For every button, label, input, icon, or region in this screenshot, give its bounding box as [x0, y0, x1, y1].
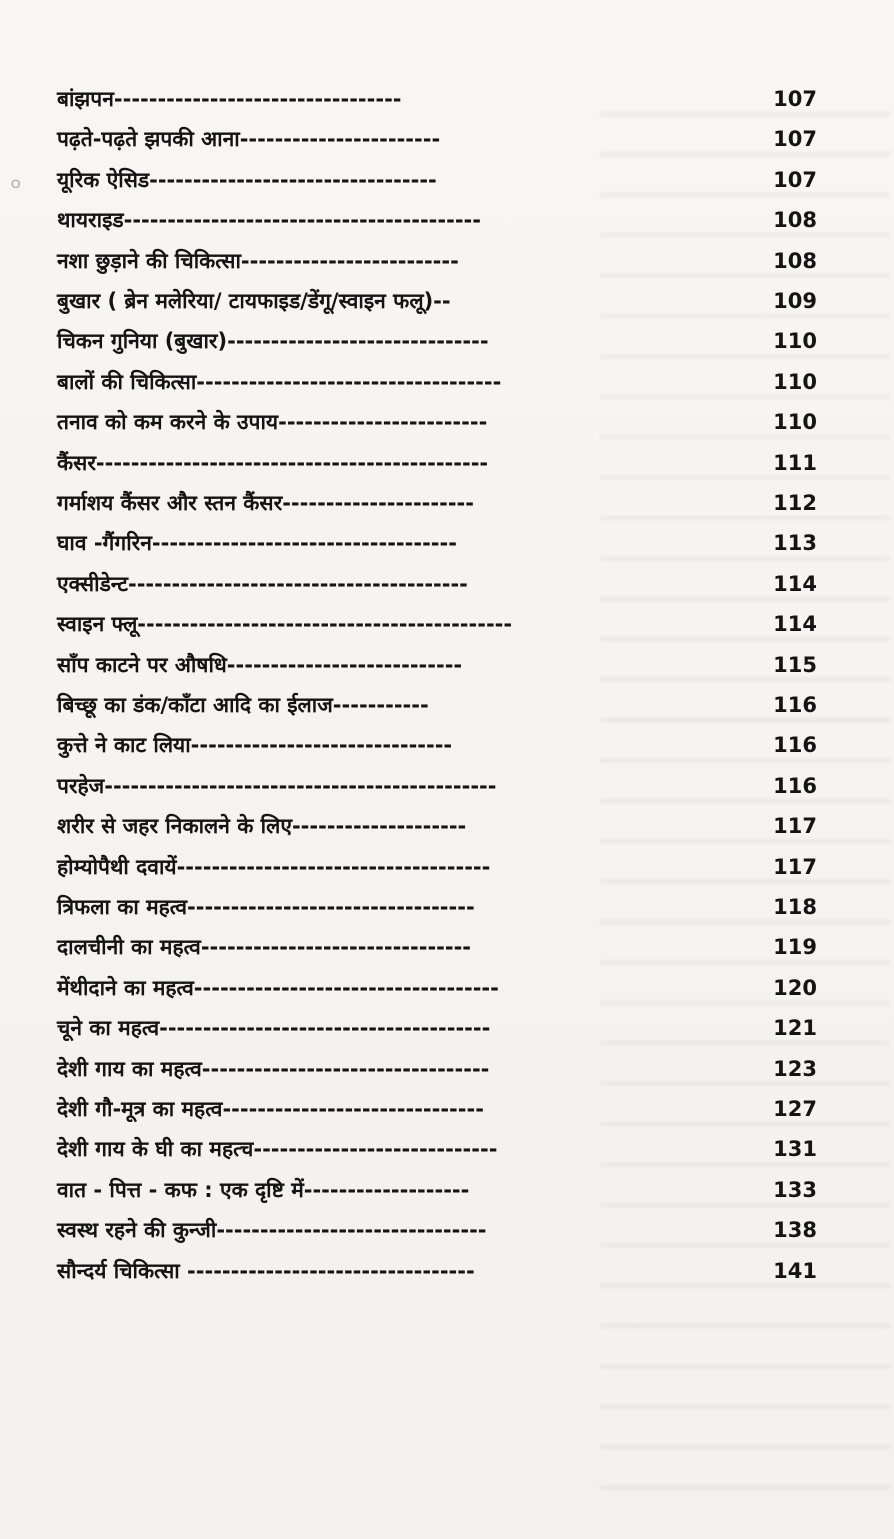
- toc-entry: [57, 165, 817, 201]
- toc-entry-page-number: 114: [773, 612, 817, 637]
- toc-entry-page-number: 123: [773, 1056, 817, 1081]
- toc-entry-title: कुत्ते ने काट लिया------------------------------: [57, 733, 453, 758]
- toc-entry-page-number: 131: [773, 1137, 817, 1162]
- toc-entry-title: बालों की चिकित्सा-----------------------------------: [57, 369, 502, 394]
- toc-entry-page-number: 111: [773, 450, 817, 475]
- toc-entry: [57, 811, 817, 847]
- toc-entry: [57, 650, 817, 686]
- toc-entry-title: देशी गाय का महत्व---------------------------------: [57, 1056, 490, 1081]
- toc-entry: [57, 205, 817, 241]
- toc-entry: [57, 84, 817, 120]
- toc-entry-title: घाव -गैंगरिन-----------------------------------: [57, 531, 457, 556]
- toc-entry-page-number: 110: [773, 369, 817, 394]
- toc-entry: [57, 1175, 817, 1211]
- toc-entry-page-number: 117: [773, 854, 817, 879]
- toc-entry-page-number: 118: [773, 895, 817, 919]
- toc-entry: [57, 690, 817, 726]
- toc-entry-page-number: 112: [773, 491, 817, 515]
- toc-entry-page-number: 115: [773, 652, 817, 677]
- toc-entry-page-number: 107: [773, 167, 817, 192]
- toc-entry-title: पढ़ते-पढ़ते झपकी आना-----------------------: [57, 127, 441, 152]
- toc-entry-page-number: 107: [773, 127, 817, 152]
- toc-entry: [57, 892, 817, 928]
- toc-entry-page-number: 110: [773, 329, 817, 354]
- toc-entry: [57, 1094, 817, 1130]
- toc-entry: [57, 569, 817, 605]
- toc-entry-title: वात - पित्त - कफ : एक दृष्टि में-------------------: [57, 1177, 470, 1202]
- toc-entry: [57, 367, 817, 403]
- toc-entry-page-number: 108: [773, 248, 817, 273]
- toc-entry: [57, 771, 817, 807]
- toc-entry-page-number: 117: [773, 814, 817, 839]
- toc-entry-page-number: 121: [773, 1016, 817, 1041]
- toc-entry-page-number: 116: [773, 773, 817, 798]
- toc-entry-title: चूने का महत्व--------------------------------------: [57, 1016, 491, 1041]
- toc-entry-page-number: 116: [773, 693, 817, 717]
- toc-entry: [57, 246, 817, 282]
- toc-entry-page-number: 120: [773, 975, 817, 1000]
- toc-entry: [57, 528, 817, 564]
- toc-entry-title: सौन्दर्य चिकित्सा ---------------------------------: [57, 1258, 475, 1283]
- toc-entry: [57, 1013, 817, 1049]
- toc-entry-page-number: 109: [773, 289, 817, 313]
- toc-entry-title: यूरिक ऐसिड---------------------------------: [57, 167, 437, 192]
- toc-entry: [57, 124, 817, 160]
- toc-entry-title: स्वाइन फ्लू-------------------------------------------: [57, 612, 513, 637]
- toc-entry: [57, 326, 817, 362]
- toc-entry: [57, 1054, 817, 1090]
- toc-entry-title: बिच्छू का डंक/काँटा आदि का ईलाज-----------: [57, 693, 429, 717]
- toc-entry-title: तनाव को कम करने के उपाय------------------------: [57, 410, 488, 435]
- toc-entry: [57, 448, 817, 484]
- toc-entry-page-number: 113: [773, 531, 817, 556]
- toc-entry: [57, 1215, 817, 1251]
- toc-entry-title: कैंसर---------------------------------------------: [57, 450, 489, 475]
- toc-entry-title: थायराइड-----------------------------------------: [57, 208, 481, 233]
- toc-entry-page-number: 138: [773, 1218, 817, 1243]
- toc-entry-page-number: 116: [773, 733, 817, 758]
- toc-entry-page-number: 110: [773, 410, 817, 435]
- toc-entry-title: एक्सीडेन्ट---------------------------------------: [57, 571, 468, 596]
- toc-entry-title: होम्योपैथी दवायें------------------------------------: [57, 854, 491, 879]
- page-mark: ०: [10, 172, 22, 197]
- toc-entry: [57, 852, 817, 888]
- toc-entry: [57, 973, 817, 1009]
- toc-entry-title: चिकन गुनिया (बुखार)------------------------------: [57, 329, 489, 354]
- toc-entry: [57, 286, 817, 322]
- toc-entry-title: दालचीनी का महत्व-------------------------------: [57, 935, 472, 960]
- toc-entry: [57, 1134, 817, 1170]
- toc-entry-title: देशी गौ-मूत्र का महत्व------------------------------: [57, 1097, 484, 1121]
- toc-entry-page-number: 133: [773, 1177, 817, 1202]
- toc-entry-page-number: 141: [773, 1258, 817, 1283]
- toc-entry-title: साँप काटने पर औषधि---------------------------: [57, 652, 463, 677]
- toc-entry: [57, 1256, 817, 1292]
- toc-entry: [57, 609, 817, 645]
- toc-entry-title: गर्माशय कैंसर और स्तन कैंसर----------------------: [57, 491, 474, 515]
- toc-entry-title: नशा छुड़ाने की चिकित्सा-------------------------: [57, 248, 459, 273]
- toc-entry-page-number: 114: [773, 571, 817, 596]
- toc-entry-page-number: 119: [773, 935, 817, 960]
- toc-entry-title: परहेज---------------------------------------------: [57, 773, 497, 798]
- toc-entry-title: बांझपन---------------------------------: [57, 87, 402, 111]
- toc-entry: [57, 407, 817, 443]
- toc-entry-title: त्रिफला का महत्व---------------------------------: [57, 895, 475, 919]
- toc-entry-page-number: 107: [773, 87, 817, 111]
- toc-entry-title: मेंथीदाने का महत्व-----------------------------------: [57, 975, 499, 1000]
- toc-entry-title: बुखार ( ब्रेन मलेरिया/ टायफाइड/डेंगू/स्वाइन फलू)--: [57, 289, 451, 313]
- toc-entry-title: देशी गाय के घी का महत्च----------------------------: [57, 1137, 498, 1162]
- toc-entry-page-number: 108: [773, 208, 817, 233]
- toc-entry-page-number: 127: [773, 1097, 817, 1121]
- toc-entry: [57, 730, 817, 766]
- toc-entry-title: शरीर से जहर निकालने के लिए--------------------: [57, 814, 467, 839]
- toc-entry-title: स्वस्थ रहने की कुन्जी-------------------------------: [57, 1218, 487, 1243]
- toc-entry: [57, 488, 817, 524]
- toc-entry: [57, 932, 817, 968]
